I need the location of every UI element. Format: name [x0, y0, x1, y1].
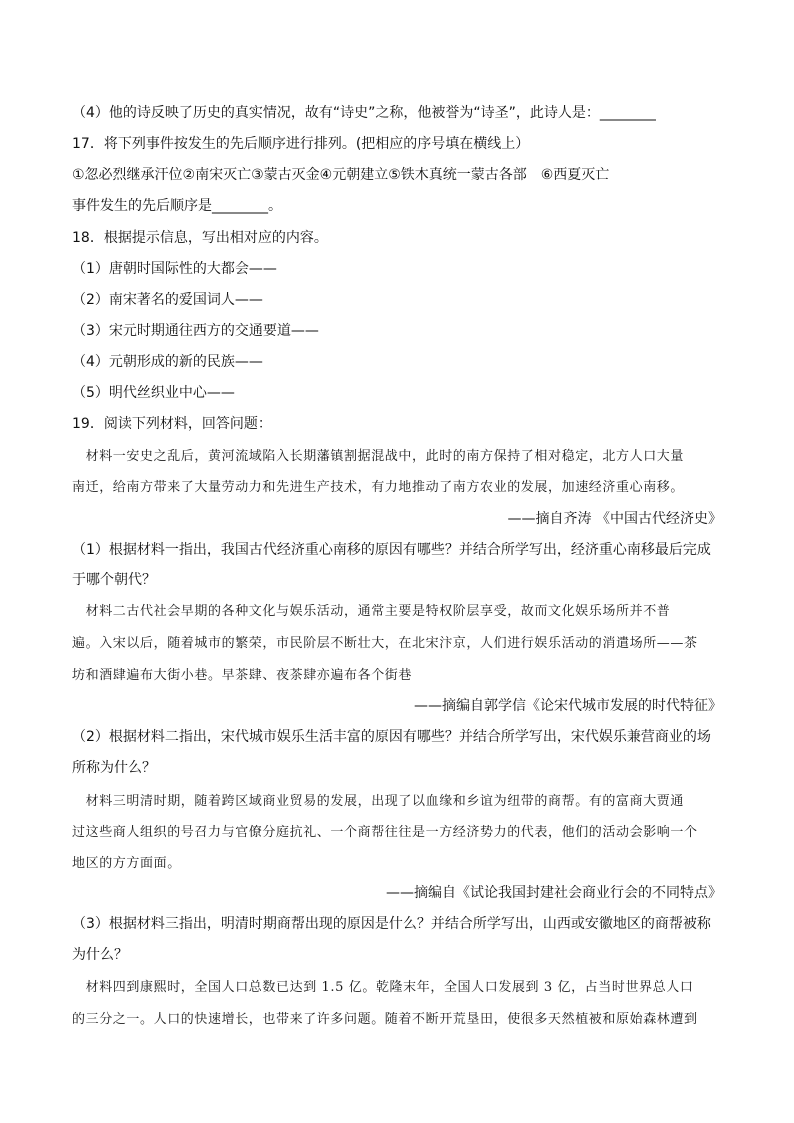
material-3-line-1: 材料三明清时期，随着跨区域商业贸易的发展，出现了以血缘和乡谊为纽带的商帮。有的富商大贾通: [72, 794, 685, 809]
question-17-events: ①忽必烈继承汗位②南宋灭亡③蒙古灭金④元朝建立⑤铁木真统一蒙古各部 ⑥西夏灭亡: [72, 167, 610, 183]
material-2-line-3: 坊和酒肆遍布大街小巷。早茶肆、夜茶肆亦遍布各个街巷: [72, 668, 413, 683]
material-1-source: ——摘自齐涛 《中国古代经济史》: [507, 511, 722, 527]
question-18-2: （2）南宋著名的爱国词人——: [72, 292, 263, 308]
material-2-line-2: 遍。入宋以后，随着城市的繁荣，市民阶层不断壮大，在北宋汴京，人们进行娱乐活动的消遣场所——茶: [72, 636, 698, 651]
question-19-3-line-1: （3）根据材料三指出，明清时期商帮出现的原因是什么？并结合所学写出，山西或安徽地区的商帮被称: [72, 916, 711, 932]
material-3-line-3: 地区的方方面面。: [72, 856, 181, 871]
question-19-2-line-2: 所称为什么？: [72, 760, 156, 776]
material-3-source: ——摘编自《试论我国封建社会商业行会的不同特点》: [386, 885, 722, 901]
question-19-title: 19．阅读下列材料，回答问题：: [72, 416, 272, 432]
question-18-1: （1）唐朝时国际性的大都会——: [72, 261, 277, 277]
material-4-line-1: 材料四到康熙时，全国人口总数已达到 1.5 亿。乾隆末年，全国人口发展到 3 亿，占当时世界总人口: [72, 980, 694, 995]
question-16-4: （4）他的诗反映了历史的真实情况，故有“诗史”之称，他被誉为“诗圣”，此诗人是：________: [72, 105, 656, 121]
material-2-line-1: 材料二古代社会早期的各种文化与娱乐活动，通常主要是特权阶层享受，故而文化娱乐场所并不普: [72, 604, 671, 619]
question-18-4: （4）元朝形成的新的民族——: [72, 354, 263, 370]
question-18-3: （3）宋元时期通往西方的交通要道——: [72, 323, 319, 339]
question-17-answer: 事件发生的先后顺序是________。: [72, 198, 282, 214]
material-1-line-1: 材料一安史之乱后，黄河流域陷入长期藩镇割据混战中，此时的南方保持了相对稳定，北方人口大量: [72, 449, 685, 464]
question-19-1-line-2: 于哪个朝代？: [72, 572, 156, 588]
material-1-line-2: 南迁，给南方带来了大量劳动力和先进生产技术，有力地推动了南方农业的发展，加速经济重心南移。: [72, 480, 685, 495]
question-18-5: （5）明代丝织业中心——: [72, 385, 235, 401]
material-4-line-2: 的三分之一。人口的快速增长，也带来了许多问题。随着不断开荒垦田，使很多天然植被和原始森林遭到: [72, 1012, 698, 1027]
question-17-title: 17．将下列事件按发生的先后顺序进行排列。(把相应的序号填在横线上）: [72, 136, 530, 152]
question-19-2-line-1: （2）根据材料二指出，宋代城市娱乐生活丰富的原因有哪些？并结合所学写出，宋代娱乐兼营商业的场: [72, 729, 711, 745]
question-19-1-line-1: （1）根据材料一指出，我国古代经济重心南移的原因有哪些？并结合所学写出，经济重心南移最后完成: [72, 542, 711, 558]
question-18-title: 18．根据提示信息，写出相对应的内容。: [72, 230, 328, 246]
question-19-3-line-2: 为什么？: [72, 947, 128, 963]
material-3-line-2: 过这些商人组织的号召力与官僚分庭抗礼、一个商帮往往是一方经济势力的代表，他们的活动会影响一个: [72, 825, 698, 840]
material-2-source: ——摘编自郭学信《论宋代城市发展的时代特征》: [414, 698, 722, 714]
